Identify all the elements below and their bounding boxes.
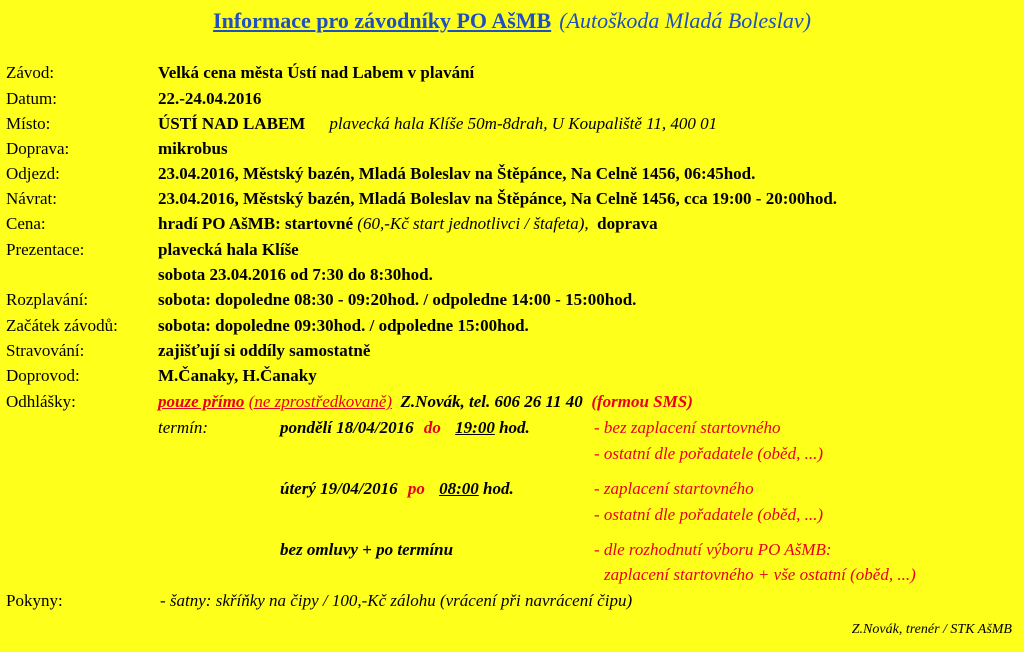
deadline-2-note2: - ostatní dle pořadatele (oběd, ...) [594,505,823,524]
deadline-1-note1: - bez zaplacení startovného [594,418,781,437]
odhlasky-indirect: (ne zprostředkovaně) [248,392,393,411]
deadline-2 [280,479,514,499]
title-main: Informace pro závodníky PO AšMB [213,8,552,33]
label-prezentace: Prezentace: [6,240,85,259]
deadline-1 [280,418,530,438]
page-title [0,8,1024,34]
misto-note: plavecká hala Klíše 50m-8drah, U Koupaliště 11, 400 01 [329,114,718,133]
deadline-3-note2: zaplacení startovného + vše ostatní (oběd, ...) [604,565,916,584]
odhlasky-contact: Z.Novák, tel. 606 26 11 40 [400,392,583,411]
value-prezentace-time: sobota 23.04.2016 od 7:30 do 8:30hod. [158,265,433,284]
deadline-2-suffix: hod. [483,479,514,498]
value-prezentace: plavecká hala Klíše [158,240,299,259]
deadline-1-day: pondělí 18/04/2016 [280,418,414,437]
label-doprava: Doprava: [6,139,70,158]
value-zavod: Velká cena města Ústí nad Labem v plavání [158,63,475,82]
label-odjezd: Odjezd: [6,164,60,183]
value-datum: 22.-24.04.2016 [158,89,262,108]
deadline-1-suffix: hod. [499,418,530,437]
value-stravovani: zajišťují si oddíly samostatně [158,341,371,360]
label-pokyny: Pokyny: [6,591,63,610]
value-zacatek: sobota: dopoledne 09:30hod. / odpoledne 15:00hod. [158,316,529,335]
label-zavod: Závod: [6,63,55,82]
label-navrat: Návrat: [6,189,57,208]
deadline-2-time: 08:00 [439,479,479,498]
deadline-1-prep: do [423,418,441,437]
label-cena: Cena: [6,214,46,233]
title-sub: (Autoškoda Mladá Boleslav) [559,8,811,33]
value-rozplavani: sobota: dopoledne 08:30 - 09:20hod. / odpoledne 14:00 - 15:00hod. [158,290,637,309]
label-stravovani: Stravování: [6,341,85,360]
value-doprovod: M.Čanaky, H.Čanaky [158,366,317,385]
label-rozplavani: Rozplavání: [6,290,89,309]
value-pokyny: - šatny: skříňky na čipy / 100,-Kč zálohu (vrácení při navrácení čipu) [160,591,633,610]
label-doprovod: Doprovod: [6,366,80,385]
value-cena [158,214,658,234]
label-misto: Místo: [6,114,51,133]
deadline-3-day: bez omluvy + po termínu [280,540,454,559]
misto-city: ÚSTÍ NAD LABEM [158,114,306,133]
value-misto [158,114,717,134]
footer-signature: Z.Novák, trenér / STK AšMB [851,622,1012,637]
label-odhlasky: Odhlášky: [6,392,76,411]
cena-note: (60,-Kč start jednotlivci / štafeta), [357,214,589,233]
odhlasky-sms: (formou SMS) [591,392,693,411]
odhlasky-direct: pouze přímo [158,392,245,411]
label-zacatek: Začátek závodů: [6,316,118,335]
value-navrat: 23.04.2016, Městský bazén, Mladá Boleslav na Štěpánce, Na Celně 1456, cca 19:00 - 20:00hod. [158,189,838,208]
value-odjezd: 23.04.2016, Městský bazén, Mladá Boleslav na Štěpánce, Na Celně 1456, 06:45hod. [158,164,756,183]
deadline-2-note1: - zaplacení startovného [594,479,754,498]
cena-main: hradí PO AšMB: startovné [158,214,354,233]
value-doprava: mikrobus [158,139,228,158]
value-odhlasky [158,392,693,412]
deadline-1-note2: - ostatní dle pořadatele (oběd, ...) [594,444,823,463]
deadline-2-prep: po [407,479,425,498]
deadline-1-time: 19:00 [455,418,495,437]
deadline-3-note1: - dle rozhodnutí výboru PO AšMB: [594,540,832,559]
label-datum: Datum: [6,89,57,108]
deadline-2-day: úterý 19/04/2016 [280,479,398,498]
term-label: termín: [158,418,209,437]
cena-extra: doprava [597,214,658,233]
